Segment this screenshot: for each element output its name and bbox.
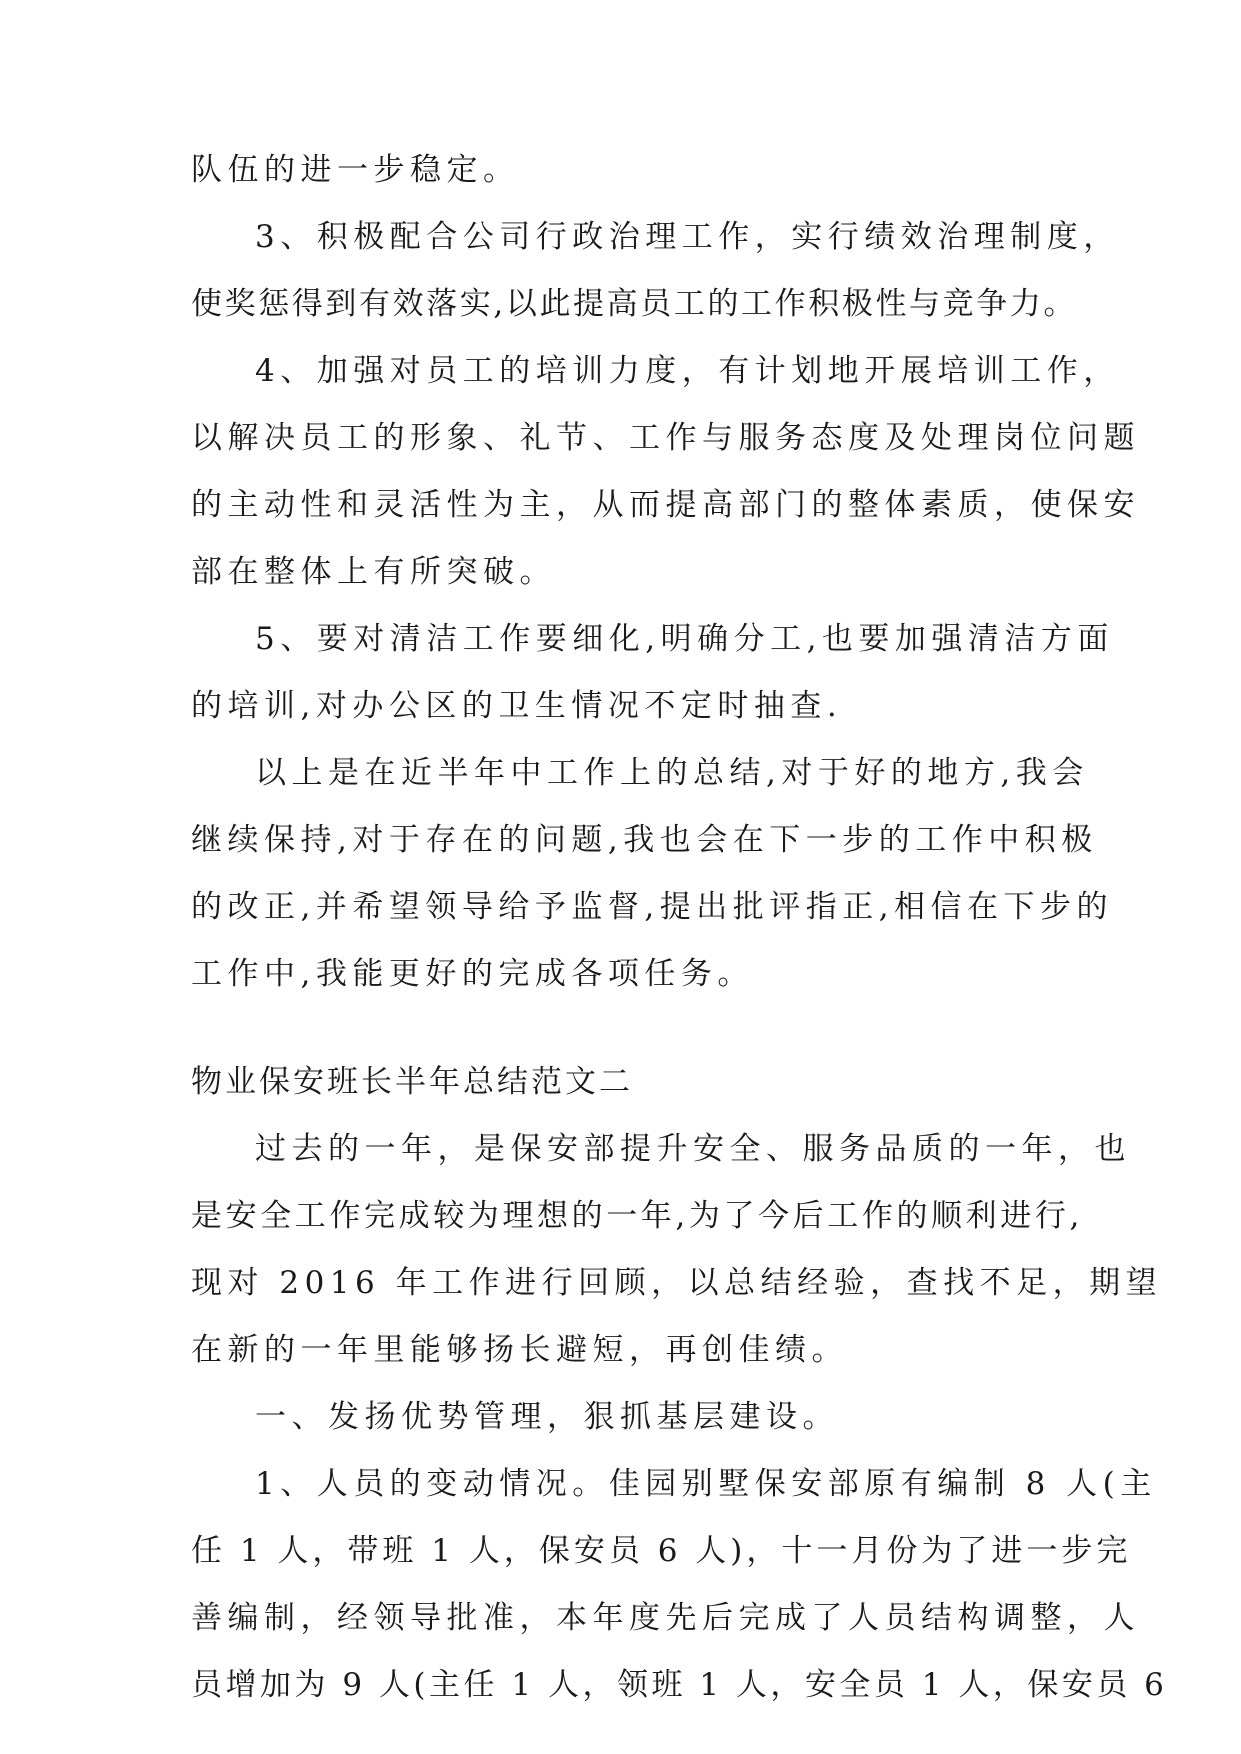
paragraph-line: 队伍的进一步稳定。: [191, 152, 520, 188]
paragraph-line: 过去的一年，是保安部提升安全、服务品质的一年，也: [255, 1131, 1131, 1167]
paragraph-line: 任 1 人，带班 1 人，保安员 6 人)，十一月份为了进一步完: [191, 1533, 1132, 1569]
paragraph-line: 部在整体上有所突破。: [191, 554, 556, 590]
paragraph-line: 1、人员的变动情况。佳园别墅保安部原有编制 8 人(主: [255, 1466, 1157, 1502]
paragraph-line: 的培训,对办公区的卫生情况不定时抽查.: [191, 688, 843, 724]
paragraph-line: 以解决员工的形象、礼节、工作与服务态度及处理岗位问题: [191, 420, 1140, 456]
paragraph-line: 使奖惩得到有效落实,以此提高员工的工作积极性与竞争力。: [191, 286, 1078, 322]
paragraph-line: 工作中,我能更好的完成各项任务。: [191, 956, 754, 992]
paragraph-line: 4、加强对员工的培训力度，有计划地开展培训工作，: [255, 353, 1120, 389]
paragraph-line: 以上是在近半年中工作上的总结,对于好的地方,我会: [255, 755, 1089, 791]
paragraph-line: 在新的一年里能够扬长避短，再创佳绩。: [191, 1332, 848, 1368]
paragraph-line: 一、发扬优势管理，狠抓基层建设。: [255, 1399, 839, 1435]
paragraph-line: 善编制，经领导批准，本年度先后完成了人员结构调整，人: [191, 1600, 1140, 1636]
paragraph-line: 继续保持,对于存在的问题,我也会在下一步的工作中积极: [191, 822, 1098, 858]
paragraph-line: 的改正,并希望领导给予监督,提出批评指正,相信在下步的: [191, 889, 1114, 925]
paragraph-line: 现对 2016 年工作进行回顾，以总结经验，查找不足，期望: [191, 1265, 1163, 1301]
section-heading: 物业保安班长半年总结范文二: [191, 1064, 633, 1100]
paragraph-line: 3、积极配合公司行政治理工作，实行绩效治理制度，: [255, 219, 1120, 255]
paragraph-line: 员增加为 9 人(主任 1 人，领班 1 人，安全员 1 人，保安员 6: [191, 1667, 1168, 1703]
paragraph-line: 的主动性和灵活性为主，从而提高部门的整体素质，使保安: [191, 487, 1140, 523]
paragraph-line: 是安全工作完成较为理想的一年,为了今后工作的顺利进行,: [191, 1198, 1083, 1234]
paragraph-line: 5、要对清洁工作要细化,明确分工,也要加强清洁方面: [255, 621, 1114, 657]
